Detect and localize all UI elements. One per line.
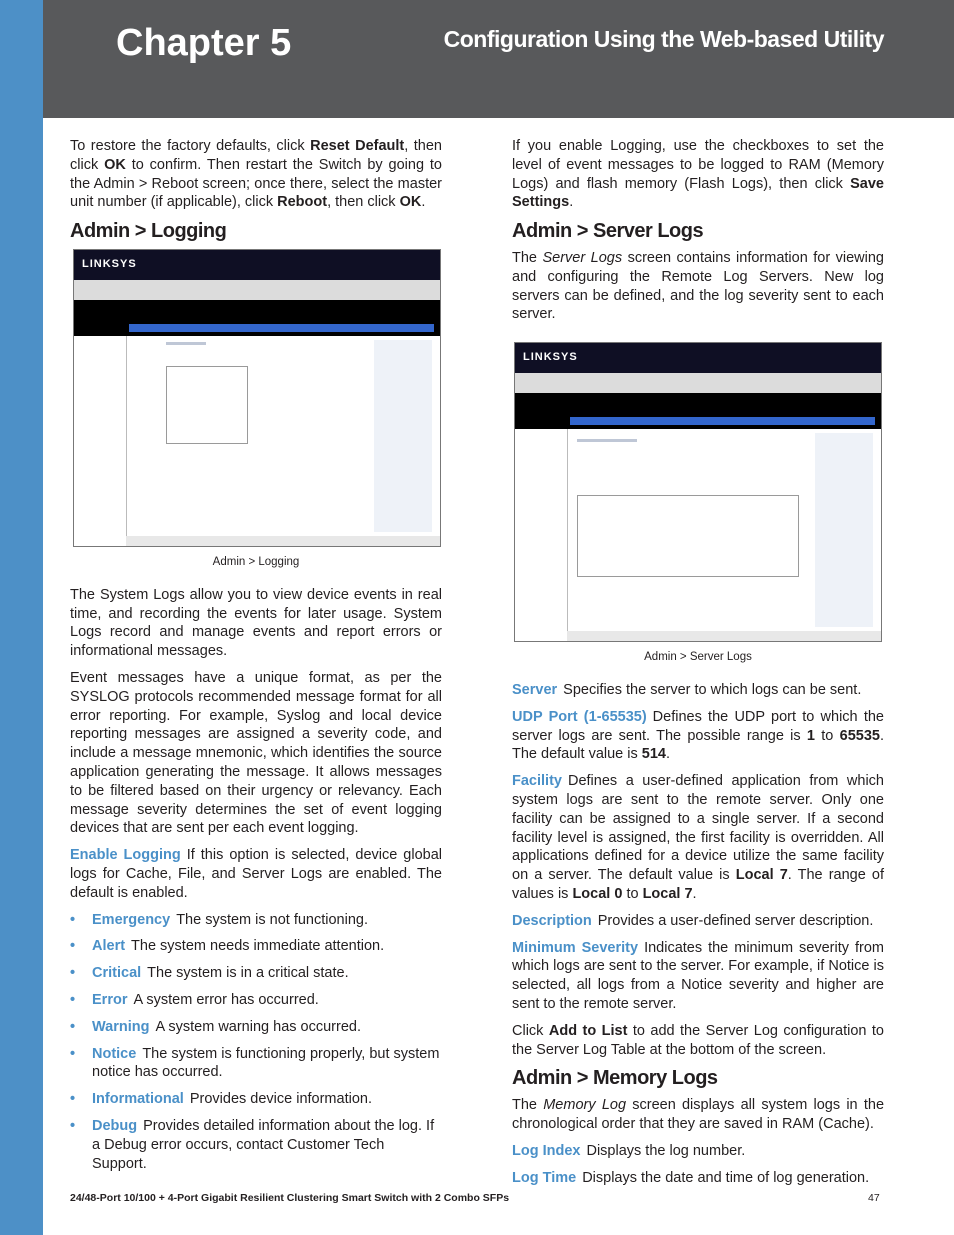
page-number: 47 [868,1192,880,1204]
linksys-logo: LINKSYS [523,351,578,364]
left-accent-bar [0,0,43,1235]
severity-term: Notice [92,1045,137,1062]
severity-description: The system is functioning properly, but system notice has occurred. [92,1045,440,1081]
event-messages-paragraph: Event messages have a unique format, as per the SYSLOG protocols recommended message format for all error reporting. For example, Syslog and local device reporting messages are assigned a severity code, and include a message mnemonic, which identifies the source application generating the message. It allows messages to be filtered based on their urgency or relevancy. Each message severity determines the set of event logging devices that are sent per each event logging. [70,669,442,837]
severity-term: Informational [92,1091,184,1108]
logging-caption: Admin > Logging [212,555,300,568]
severity-description: A system warning has occurred. [155,1018,361,1035]
server-logs-caption: Admin > Server Logs [644,651,752,664]
severity-item [70,911,442,930]
severity-item [70,1117,442,1173]
logging-heading: Admin > Logging [70,220,227,243]
log-index-definition: Log Index Displays the log number. [512,1142,746,1159]
severity-term: Debug [92,1117,138,1134]
severity-term: Alert [92,938,126,955]
intro-paragraph: To restore the factory defaults, click Reset Default, then click OK to confirm. Then restart the Switch by going to the Admin > Reboot screen; once there, select the master unit number (if applicable), click Reboot, then click OK. [70,138,442,211]
facility-definition: Facility Defines a user-defined application from which system logs are sent to the remote server. Only one facility can be assigned to a single server. If a second facility level is assigned, the first facility is overridden. All applications defined for a device utilize the same facility on a server. The default value is Local 7. The range of values is Local 0 to Local 7. [512,773,884,902]
linksys-logo: LINKSYS [82,257,137,270]
memory-logs-heading: Admin > Memory Logs [512,1067,718,1090]
server-logs-paragraph: The Server Logs screen contains information for viewing and configuring the Remote Log Servers. New log servers can be defined, and the log severity sent to each server. [512,249,884,323]
chapter-header [43,0,954,118]
description-definition: Description Provides a user-defined server description. [512,912,874,929]
minimum-severity-definition: Minimum Severity Indicates the minimum severity from which logs are sent to the server. For example, if Notice is selected, all logs from a Notice severity and higher are sent to the remote server. [512,939,884,1012]
footer-product: 24/48-Port 10/100 + 4-Port Gigabit Resilient Clustering Smart Switch with 2 Combo SFPs [70,1192,510,1204]
enable-logging-definition: Enable Logging If this option is selected, device global logs for Cache, File, and Server Logs are enabled. The default is enabled. [70,847,442,901]
severity-term: Emergency [92,911,171,928]
severity-description: Provides device information. [189,1091,372,1108]
severity-description: The system is not functioning. [176,911,369,928]
severity-item [70,991,442,1010]
server-definition: Server Specifies the server to which logs can be sent. [512,681,862,698]
logging-intro-paragraph: If you enable Logging, use the checkboxes to set the level of event messages to be logged to RAM (Memory Logs) and flash memory (Flash Logs), then click Save Settings. [512,138,884,211]
severity-list [70,911,442,1174]
memory-logs-paragraph: The Memory Log screen displays all system logs in the chronological order that they are saved in RAM (Cache). [512,1097,885,1132]
section-title: Configuration Using the Web-based Utility [443,26,884,52]
severity-description: Provides detailed information about the log. If a Debug error occurs, contact Customer Tech Support. [92,1117,435,1172]
severity-item [70,1090,442,1109]
severity-item [70,964,442,983]
right-column [512,137,884,1195]
add-to-list-paragraph: Click Add to List to add the Server Log configuration to the Server Log Table at the bottom of the screen. [512,1022,884,1058]
severity-item [70,1045,442,1083]
severity-term: Warning [92,1018,150,1035]
severity-description: A system error has occurred. [133,991,319,1008]
udp-port-definition: UDP Port (1-65535) Defines the UDP port to which the server logs are sent. The possible range is 1 to 65535. The default value is 514. [512,708,884,763]
chapter-title: Chapter 5 [116,22,292,64]
logging-screenshot [73,249,441,547]
server-logs-heading: Admin > Server Logs [512,220,704,243]
severity-item [70,937,442,956]
severity-term: Critical [92,965,142,982]
left-column [70,137,442,1181]
severity-term: Error [92,991,128,1008]
server-logs-screenshot [514,342,882,642]
severity-description: The system is in a critical state. [147,965,349,982]
severity-item [70,1018,442,1037]
system-logs-paragraph: The System Logs allow you to view device events in real time, and recording the events for later usage. System Logs record and manage events and report errors or informational messages. [70,586,442,660]
log-time-definition: Log Time Displays the date and time of log generation. [512,1169,870,1186]
severity-description: The system needs immediate attention. [131,938,385,955]
